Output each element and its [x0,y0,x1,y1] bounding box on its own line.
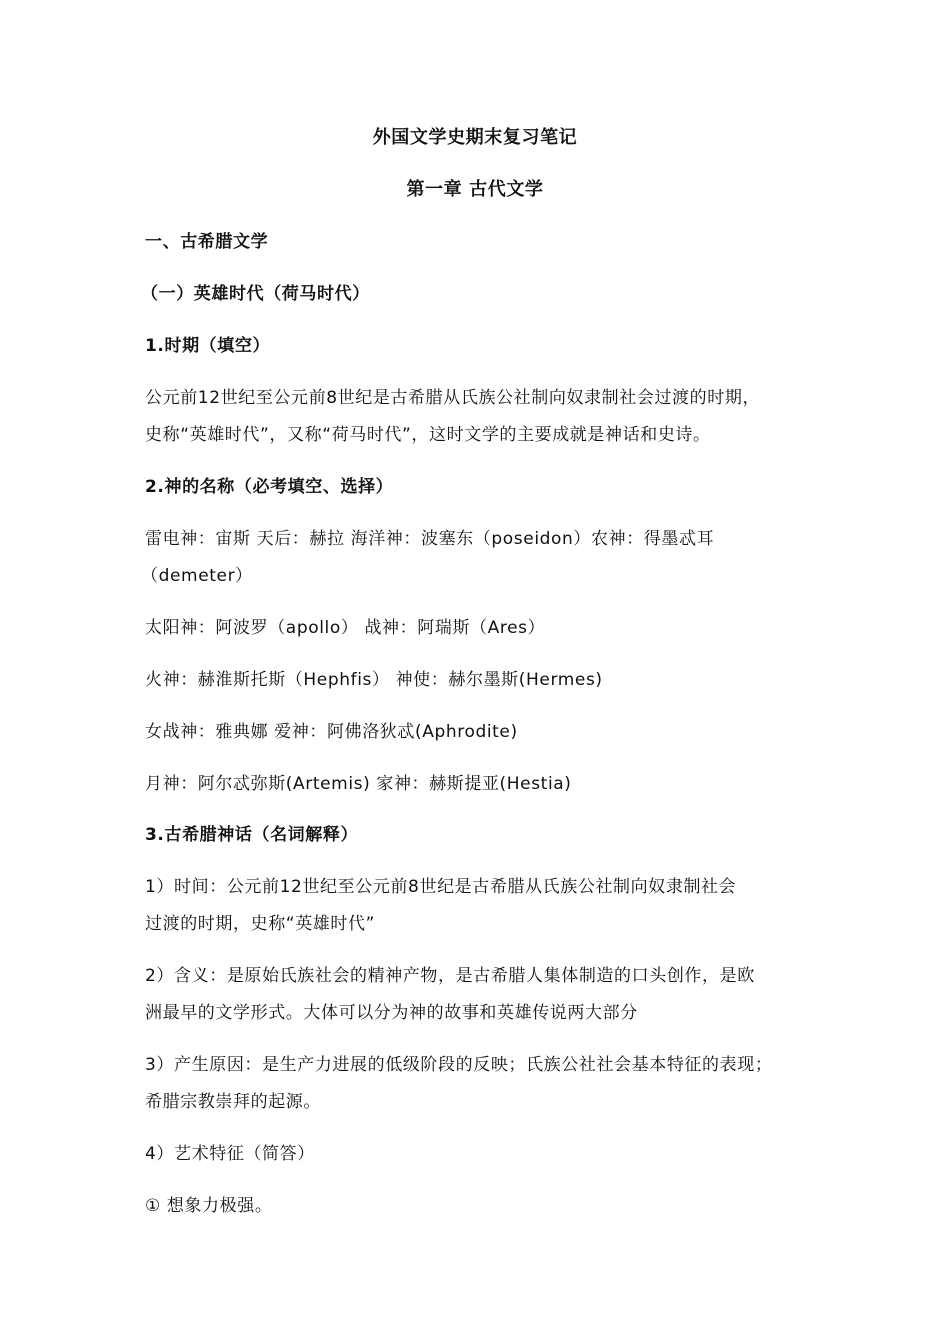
heading-gods: 2.神的名称（必考填空、选择） [145,477,394,497]
paragraph-line: 火神：赫淮斯托斯（Hephfis） 神使：赫尔墨斯(Hermes) [145,670,603,690]
paragraph-line: 洲最早的文学形式。大体可以分为神的故事和英雄传说两大部分 [145,1003,638,1023]
paragraph-line: 史称“英雄时代”，又称“荷马时代”，这时文学的主要成就是神话和史诗。 [145,425,711,445]
paragraph-line: （demeter） [141,566,253,586]
paragraph-line: 1）时间：公元前12世纪至公元前8世纪是古希腊从氏族公社制向奴隶制社会 [145,877,737,897]
paragraph-line: 公元前12世纪至公元前8世纪是古希腊从氏族公社制向奴隶制社会过渡的时期， [145,388,761,408]
document-title: 外国文学史期末复习笔记 [372,127,578,148]
paragraph-line: 2）含义：是原始氏族社会的精神产物，是古希腊人集体制造的口头创作，是欧 [145,966,755,986]
subsection-heading: （一）英雄时代（荷马时代） [141,284,370,304]
heading-myth: 3.古希腊神话（名词解释） [145,825,359,845]
paragraph-line: 4）艺术特征（简答） [145,1144,315,1164]
section-heading: 一、古希腊文学 [145,232,269,252]
paragraph-line: 月神：阿尔忒弥斯(Artemis) 家神：赫斯提亚(Hestia) [145,774,572,794]
chapter-heading: 第一章 古代文学 [406,179,544,200]
paragraph-line: 雷电神：宙斯 天后：赫拉 海洋神：波塞东（poseidon）农神：得墨忒耳 [145,529,715,549]
paragraph-line: 3）产生原因：是生产力进展的低级阶段的反映；氏族公社社会基本特征的表现； [145,1055,773,1075]
paragraph-line: ① 想象力极强。 [145,1196,273,1216]
paragraph-line: 希腊宗教崇拜的起源。 [145,1092,321,1112]
paragraph-line: 太阳神：阿波罗（apollo） 战神：阿瑞斯（Ares） [145,618,546,638]
paragraph-line: 女战神：雅典娜 爱神：阿佛洛狄忒(Aphrodite) [145,722,518,742]
heading-period: 1.时期（填空） [145,336,271,356]
paragraph-line: 过渡的时期，史称“英雄时代” [145,914,376,934]
